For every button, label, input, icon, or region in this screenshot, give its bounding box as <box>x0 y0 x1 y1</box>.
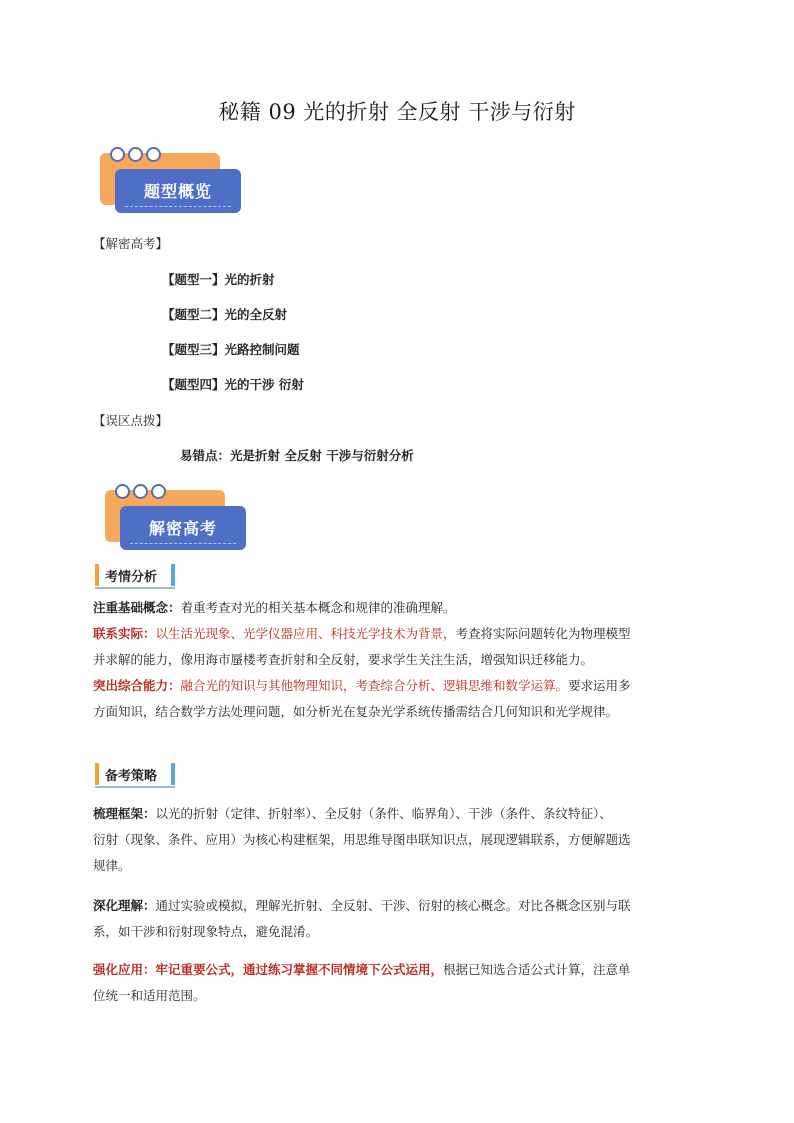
analysis-paragraph-3 <box>93 673 713 725</box>
section-heading: 【解密高考】 <box>93 236 169 251</box>
para-text: 并求解的能力，像用海市蜃楼考查折射和全反射，要求学生关注生活，增强知识迁移能力。 <box>93 652 594 667</box>
tag-label: 备考策略 <box>105 769 158 784</box>
banner-label: 题型概览 <box>143 182 212 201</box>
para-label: 梳理框架： <box>93 806 156 821</box>
question-type-1 <box>162 270 275 288</box>
banner-exam <box>100 480 260 560</box>
question-type-3 <box>162 340 300 358</box>
strategy-paragraph-3 <box>93 957 713 1009</box>
para-emphasis: 以生活光现象、光学仪器应用、科技光学技术为背景， <box>155 626 456 641</box>
para-label: 强化应用： <box>93 962 156 977</box>
banner-box <box>115 169 241 213</box>
type-tag: 【题型二】 <box>162 307 225 322</box>
para-label: 注重基础概念： <box>93 600 181 615</box>
para-text: 以光的折射（定律、折射率）、全反射（条件、临界角）、干涉（条件、条纹特征）、 <box>155 806 612 821</box>
strategy-paragraph-2 <box>93 893 713 945</box>
para-text: 考查将实际问题转化为物理模型 <box>455 626 631 641</box>
para-emphasis: 牢记重要公式，通过练习掌握不同情境下公式运用， <box>155 962 444 977</box>
type-text: 光路控制问题 <box>224 342 300 357</box>
type-text: 光的干涉 衍射 <box>224 377 304 392</box>
para-text: 根据已知选合适公式计算，注意单 <box>443 962 631 977</box>
para-label: 突出综合能力： <box>93 678 181 693</box>
analysis-paragraph-2 <box>93 621 713 673</box>
para-emphasis: 融合光的知识与其他物理知识，考查综合分析、逻辑思维和数学运算。 <box>180 678 569 693</box>
strategy-paragraph-1 <box>93 801 713 879</box>
tag-label: 考情分析 <box>105 570 158 585</box>
para-text: 通过实验或模拟，理解光折射、全反射、干涉、衍射的核心概念。对比各概念区别与联 <box>155 898 631 913</box>
binder-rings-icon <box>115 484 175 498</box>
type-tag: 【题型一】 <box>162 272 225 287</box>
para-text: 着重考查对光的相关基本概念和规律的准确理解。 <box>180 600 456 615</box>
para-label: 联系实际： <box>93 626 156 641</box>
analysis-paragraph-1 <box>93 595 713 621</box>
type-text: 光的折射 <box>224 272 275 287</box>
section-tag-strategy <box>95 763 175 785</box>
para-label: 深化理解： <box>93 898 156 913</box>
para-text: 规律。 <box>93 858 131 873</box>
banner-overview <box>95 143 255 223</box>
binder-rings-icon <box>110 147 170 161</box>
question-type-2 <box>162 305 287 323</box>
type-tag: 【题型三】 <box>162 342 225 357</box>
type-tag: 【题型四】 <box>162 377 225 392</box>
question-type-4 <box>162 375 304 393</box>
type-text: 光的全反射 <box>224 307 288 322</box>
banner-label: 解密高考 <box>148 519 217 538</box>
para-text: 位统一和适用范围。 <box>93 988 206 1003</box>
para-text: 衍射（现象、条件、应用）为核心构建框架，用思维导图串联知识点，展现逻辑联系，方便解题选 <box>93 832 631 847</box>
para-text: 要求运用多 <box>568 678 631 693</box>
mistake-point: 易错点：光是折射 全反射 干涉与衍射分析 <box>180 448 414 463</box>
para-text: 方面知识，结合数学方法处理问题，如分析光在复杂光学系统传播需结合几何知识和光学规律。 <box>93 704 619 719</box>
page-title: 秘籍 09 光的折射 全反射 干涉与衍射 <box>218 100 576 124</box>
section-heading: 【误区点拨】 <box>93 413 169 428</box>
section-tag-analysis <box>95 564 175 586</box>
banner-box <box>120 506 246 550</box>
para-text: 系，如干涉和衍射现象特点，避免混淆。 <box>93 924 319 939</box>
